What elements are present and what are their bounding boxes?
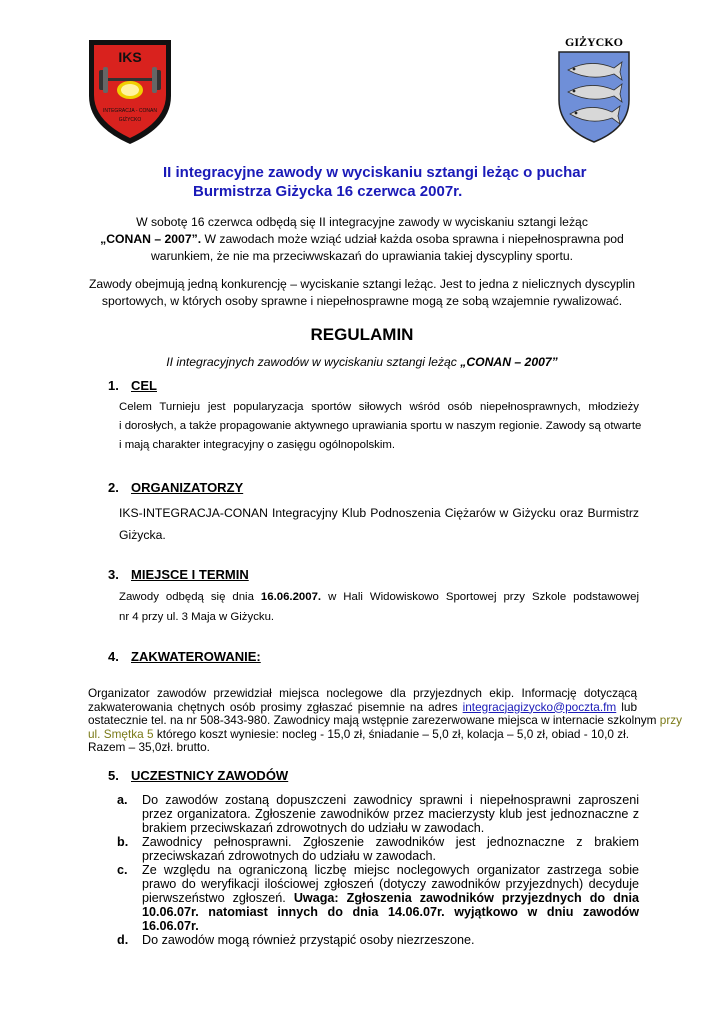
section-3-line1 (119, 588, 639, 607)
regulamin-subtitle-text: II integracyjnych zawodów w wyciskaniu sztangi leżąc (166, 355, 461, 369)
section-4-line3-text: ostatecznie tel. na nr 508-343-980. Zawodnicy mają wstępnie zarezerwowane miejsca w internacie szkolnym (88, 713, 660, 727)
section-3-title: MIEJSCE I TERMIN (131, 567, 249, 582)
section-1-title: CEL (131, 378, 157, 393)
list-marker-b: b. (117, 835, 129, 849)
section-4-title: ZAKWATEROWANIE: (131, 649, 261, 664)
section-1-line3: i mają charakter integracyjny o zasięgu ogólnopolskim. (119, 439, 396, 451)
iks-logo-subtext: INTEGRACJA - CONAN (103, 108, 157, 114)
list-marker-d: d. (117, 933, 129, 947)
section-2-line1: IKS-INTEGRACJA-CONAN Integracyjny Klub Podnoszenia Ciężarów w Giżycku oraz Burmistrz (119, 506, 639, 520)
section-1-line2: i dorosłych, a także propagowanie aktywnego uprawiania sportu w naszym regionie. Zawody są otwarte (119, 420, 642, 432)
title-line-2: Burmistrza Giżycka 16 czerwca 2007r. (193, 183, 463, 200)
gizycko-logo-text: GIŻYCKO (564, 35, 624, 49)
regulamin-heading: REGULAMIN (310, 325, 414, 344)
intro-p1-line2-text: W zawodach może wziąć udział każda osoba sprawna i niepełnosprawna pod (201, 232, 624, 246)
list-marker-c: c. (117, 863, 128, 877)
iks-club-logo (85, 34, 175, 146)
section-4-body (88, 686, 683, 755)
section-5-title: UCZESTNICY ZAWODÓW (131, 768, 289, 783)
section-2-number: 2. (108, 480, 119, 495)
intro-p2-line2: sportowych, w których osoby sprawne i niepełnosprawne mogą ze sobą wzajemnie rywalizować. (101, 294, 623, 308)
section-4-line3-highlight: przy (659, 713, 683, 727)
iks-logo-text: IKS (118, 49, 142, 65)
section-3-number: 3. (108, 567, 119, 582)
section-4-line4-text: którego koszt wyniesie: nocleg - 15,0 zł, śniadanie – 5,0 zł, kolacja – 5,0 zł, obiad - 10,0 zł. (153, 726, 629, 741)
section-3-line1-rest: w Hali Widowiskowo Sportowej przy Szkole podstawowej (321, 591, 639, 603)
list-item-b (117, 835, 639, 863)
section-2-line2: Giżycka. (119, 528, 166, 542)
list-item-d (117, 933, 639, 947)
section-1-line1: Celem Turnieju jest popularyzacja sportów siłowych wśród osób niepełnosprawnych, młodzieży (119, 401, 639, 413)
gizycko-coat-of-arms (556, 32, 632, 144)
section-4-line5: Razem – 35,0zł. brutto. (88, 740, 210, 754)
list-item-d-text: Do zawodów mogą również przystąpić osoby niezrzeszone. (142, 933, 475, 947)
section-4-number: 4. (108, 649, 119, 664)
intro-p1-line1: W sobotę 16 czerwca odbędą się II integracyjne zawody w wyciskaniu sztangi leżąc (136, 215, 588, 229)
list-item-a (117, 793, 639, 835)
participants-list (117, 793, 639, 947)
intro-p1-line2 (0, 231, 724, 248)
event-name: „CONAN – 2007”. (100, 232, 202, 246)
section-4-line2-rest: lub (616, 699, 638, 714)
section-2-title: ORGANIZATORZY (131, 480, 244, 495)
section-1-number: 1. (108, 378, 119, 393)
list-marker-a: a. (117, 793, 128, 807)
regulamin-subtitle (0, 355, 724, 369)
accommodation-address: ul. Smętka 5 (88, 726, 154, 741)
section-4-line1: Organizator zawodów przewidział miejsca noclegowe dla przyjezdnych ekip. Informację dotyczącą (88, 686, 637, 700)
section-4-line3 (88, 713, 683, 728)
section-5-number: 5. (108, 768, 119, 783)
event-date: 16.06.2007. (260, 591, 322, 603)
intro-p2-line1: Zawody obejmują jedną konkurencję – wyciskanie sztangi leżąc. Jest to jedna z nielicznych dyscyplin (88, 277, 635, 291)
title-line-1: II integracyjne zawody w wyciskaniu sztangi leżąc o puchar (163, 164, 587, 181)
regulamin-subtitle-bold: „CONAN – 2007” (460, 355, 558, 369)
section-3-line1-text: Zawody odbędą się dnia (119, 591, 261, 603)
list-item-c-text: Ze względu na ograniczoną liczbę miejsc noclegowych organizator zastrzega sobie prawo do weryfikacji ilościowej zgłoszeń (dotyczy zawodników przyjezdnych) decyduje pierwszeństwo zgłoszeń. (142, 863, 639, 905)
list-item-b-text: Zawodnicy pełnosprawni. Zgłoszenie zawodników jest jednoznaczne z brakiem przeciwskazań zdrowotnych do udziału w zawodach. (142, 835, 639, 863)
section-4-line4 (88, 728, 637, 742)
list-item-c (117, 863, 639, 933)
section-4-line2-text: zakwaterowania chętnych osób prosimy zgłaszać pisemnie na adres (88, 699, 463, 714)
intro-p1-line3: warunkiem, że nie ma przeciwwskazań do uprawiania takiej dyscypliny sportu. (150, 249, 573, 263)
barbell-icon (107, 78, 153, 81)
iks-logo-city: GIŻYCKO (118, 117, 142, 123)
contact-email-link[interactable]: integracjagizycko@poczta.fm (462, 699, 617, 714)
registration-deadline-note: Uwaga: Zgłoszenia zawodników przyjezdnych do dnia 10.06.07r. natomiast innych do dnia 14.06.07r. wyjątkowo w dniu zawodów 16.06.07r. (142, 891, 639, 933)
fish-icon (568, 62, 622, 124)
section-4-line2 (88, 701, 637, 715)
section-3-line2: nr 4 przy ul. 3 Maja w Giżycku. (119, 611, 275, 623)
list-item-a-text: Do zawodów zostaną dopuszczeni zawodnicy sprawni i niepełnosprawni zaproszeni przez organizatora. Zgłoszenie zawodników przez macierzysty klub jest jednoznaczne z brakiem przeciwskazań zdrowotnych do udziału w zawodach. (142, 793, 639, 835)
